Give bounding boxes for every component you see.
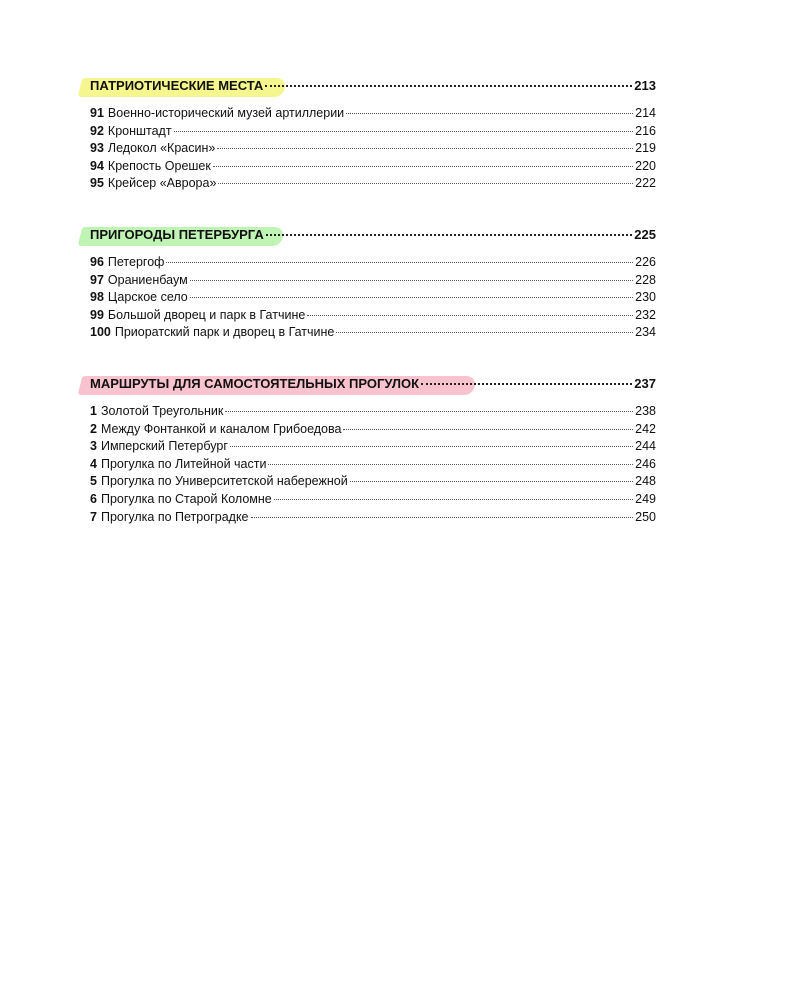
entry-label: Ледокол «Красин»: [107, 141, 216, 156]
dot-leader: [336, 332, 633, 333]
entry-label: Крейсер «Аврора»: [107, 176, 217, 191]
entry-label: Прогулка по Университетской набережной: [100, 474, 348, 489]
entry-number: 97: [90, 272, 104, 287]
section-heading[interactable]: [90, 78, 656, 98]
toc-entry[interactable]: [90, 141, 656, 159]
dot-leader: [350, 481, 633, 482]
entry-number: 98: [90, 290, 104, 305]
entry-number: 1: [90, 403, 97, 418]
entry-number: 94: [90, 158, 104, 173]
toc-entry[interactable]: [90, 106, 656, 124]
entry-label: Кронштадт: [107, 123, 172, 138]
dot-leader: [307, 315, 633, 316]
toc-entry[interactable]: [90, 457, 656, 475]
toc-section-routes: [90, 376, 656, 527]
toc-entry[interactable]: [90, 422, 656, 440]
entry-label: Петергоф: [107, 254, 165, 269]
dot-leader: [251, 517, 634, 518]
entry-page-number: 230: [635, 290, 656, 305]
toc-section-patriotic: [90, 78, 656, 194]
entry-page-number: 222: [635, 176, 656, 191]
dot-leader: [213, 166, 633, 167]
toc-entry[interactable]: [90, 439, 656, 457]
toc-entry[interactable]: [90, 290, 656, 308]
section-heading[interactable]: [90, 227, 656, 247]
entry-page-number: 220: [635, 158, 656, 173]
entry-page-number: 242: [635, 421, 656, 436]
dot-leader: [225, 411, 633, 412]
entry-page-number: 244: [635, 439, 656, 454]
entry-number: 93: [90, 141, 104, 156]
entry-page-number: 216: [635, 123, 656, 138]
table-of-contents: [90, 78, 656, 560]
section-page-number: 225: [634, 226, 656, 242]
entry-number: 92: [90, 123, 104, 138]
dot-leader: [268, 464, 633, 465]
entry-label: Между Фонтанкой и каналом Грибоедова: [100, 421, 342, 436]
dot-leader: [174, 131, 634, 132]
entry-page-number: 246: [635, 456, 656, 471]
entry-label: Золотой Треугольник: [100, 403, 224, 418]
entry-label: Прогулка по Старой Коломне: [100, 491, 272, 506]
section-page-number: 213: [634, 78, 656, 93]
entry-number: 7: [90, 509, 97, 524]
toc-entry[interactable]: [90, 308, 656, 326]
dot-leader: [190, 280, 633, 281]
dot-leader: [190, 297, 633, 298]
dot-leader: [346, 113, 633, 114]
entry-page-number: 238: [635, 403, 656, 418]
toc-entry[interactable]: [90, 124, 656, 142]
dot-leader: [265, 85, 632, 87]
entry-label: Прогулка по Литейной части: [100, 456, 267, 471]
entry-number: 95: [90, 176, 104, 191]
section-page-number: 237: [634, 375, 656, 391]
entry-number: 100: [90, 325, 111, 340]
entry-number: 99: [90, 307, 104, 322]
dot-leader: [343, 429, 633, 430]
toc-entry[interactable]: [90, 325, 656, 343]
section-title: ПРИГОРОДЫ ПЕТЕРБУРГА: [90, 226, 264, 242]
toc-entry[interactable]: [90, 474, 656, 492]
entry-label: Царское село: [107, 290, 188, 305]
toc-entry[interactable]: [90, 159, 656, 177]
dot-leader: [230, 446, 633, 447]
dot-leader: [166, 262, 633, 263]
entry-label: Ораниенбаум: [107, 272, 188, 287]
entry-number: 3: [90, 439, 97, 454]
section-heading[interactable]: [90, 376, 656, 396]
entry-label: Имперский Петербург: [100, 439, 228, 454]
dot-leader: [274, 499, 633, 500]
toc-entry[interactable]: [90, 510, 656, 528]
entry-label: Военно-исторический музей артиллерии: [107, 106, 345, 120]
toc-entry[interactable]: [90, 492, 656, 510]
entry-label: Большой дворец и парк в Гатчине: [107, 307, 306, 322]
toc-entry[interactable]: [90, 176, 656, 194]
entry-number: 2: [90, 421, 97, 436]
toc-entry[interactable]: [90, 404, 656, 422]
section-title: ПАТРИОТИЧЕСКИЕ МЕСТА: [90, 78, 264, 93]
entry-number: 96: [90, 254, 104, 269]
toc-entry[interactable]: [90, 273, 656, 291]
toc-entry[interactable]: [90, 255, 656, 273]
entry-page-number: 226: [635, 254, 656, 269]
entry-page-number: 248: [635, 474, 656, 489]
section-title: МАРШРУТЫ ДЛЯ САМОСТОЯТЕЛЬНЫХ ПРОГУЛОК: [90, 375, 420, 391]
entry-page-number: 228: [635, 272, 656, 287]
entry-number: 6: [90, 491, 97, 506]
entry-label: Крепость Орешек: [107, 158, 211, 173]
dot-leader: [421, 383, 632, 385]
entry-number: 91: [90, 106, 104, 120]
entry-label: Приоратский парк и дворец в Гатчине: [114, 325, 335, 340]
entry-page-number: 214: [635, 106, 656, 120]
dot-leader: [266, 234, 633, 236]
entry-page-number: 249: [635, 491, 656, 506]
toc-section-suburbs: [90, 227, 656, 343]
entry-page-number: 250: [635, 509, 656, 524]
entry-number: 4: [90, 456, 97, 471]
dot-leader: [218, 183, 633, 184]
entry-page-number: 232: [635, 307, 656, 322]
entry-number: 5: [90, 474, 97, 489]
dot-leader: [217, 148, 633, 149]
entry-label: Прогулка по Петроградке: [100, 509, 249, 524]
entry-page-number: 219: [635, 141, 656, 156]
entry-page-number: 234: [635, 325, 656, 340]
